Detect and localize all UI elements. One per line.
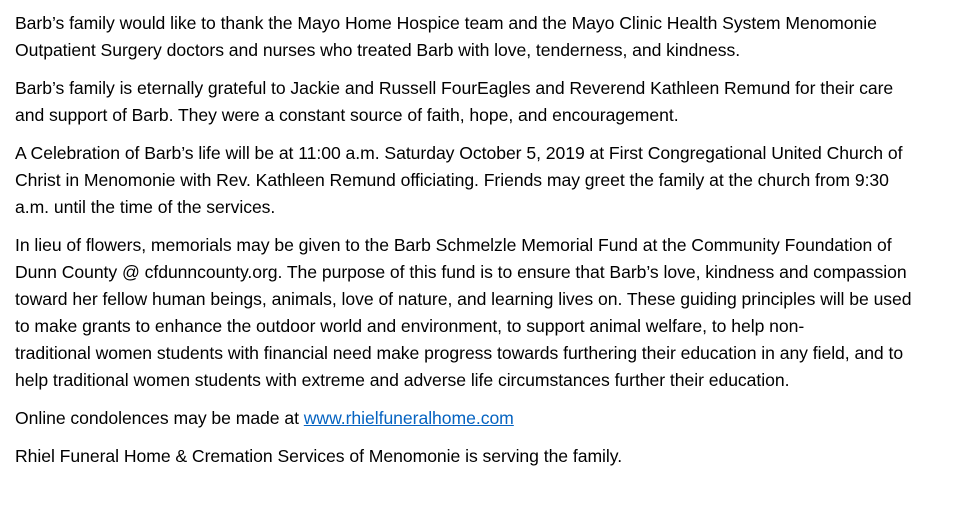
paragraph-thanks-hospice (15, 10, 955, 64)
text-line: Barb’s family would like to thank the Mayo Home Hospice team and the Mayo Clinic Health System Menomonie (15, 13, 877, 33)
text-line (15, 405, 955, 432)
text-line: Outpatient Surgery doctors and nurses who treated Barb with love, tenderness, and kindness. (15, 40, 741, 60)
text-line: and support of Barb. They were a constant source of faith, hope, and encouragement. (15, 105, 679, 125)
paragraph-serving-family (15, 443, 955, 470)
paragraph-gratitude (15, 75, 955, 129)
text-line: Christ in Menomonie with Rev. Kathleen Remund officiating. Friends may greet the family at the church from 9:30 (15, 170, 889, 190)
text-line: help traditional women students with extreme and adverse life circumstances further their education. (15, 370, 790, 390)
paragraph-celebration-of-life (15, 140, 955, 221)
text-line: Barb’s family is eternally grateful to Jackie and Russell FourEagles and Reverend Kathleen Remund for their care (15, 78, 894, 98)
text-line: Rhiel Funeral Home & Cremation Services of Menomonie is serving the family. (15, 446, 623, 466)
text-line: A Celebration of Barb’s life will be at 11:00 a.m. Saturday October 5, 2019 at First Congregational United Church of (15, 143, 903, 163)
text-line: traditional women students with financial need make progress towards furthering their education in any field, and to (15, 343, 904, 363)
paragraph-memorials (15, 232, 955, 394)
text-line: toward her fellow human beings, animals, love of nature, and learning lives on. These guiding principles will be used (15, 289, 912, 309)
text-line: In lieu of flowers, memorials may be given to the Barb Schmelzle Memorial Fund at the Community Foundation of (15, 235, 892, 255)
condolences-text: Online condolences may be made at (15, 408, 304, 428)
text-line: a.m. until the time of the services. (15, 197, 276, 217)
funeral-home-link[interactable]: www.rhielfuneralhome.com (303, 408, 514, 428)
text-line: to make grants to enhance the outdoor world and environment, to support animal welfare, to help non- (15, 316, 805, 336)
obituary-document (15, 10, 955, 481)
text-line: Dunn County @ cfdunncounty.org. The purpose of this fund is to ensure that Barb’s love, kindness and compassion (15, 262, 907, 282)
paragraph-condolences (15, 405, 955, 432)
